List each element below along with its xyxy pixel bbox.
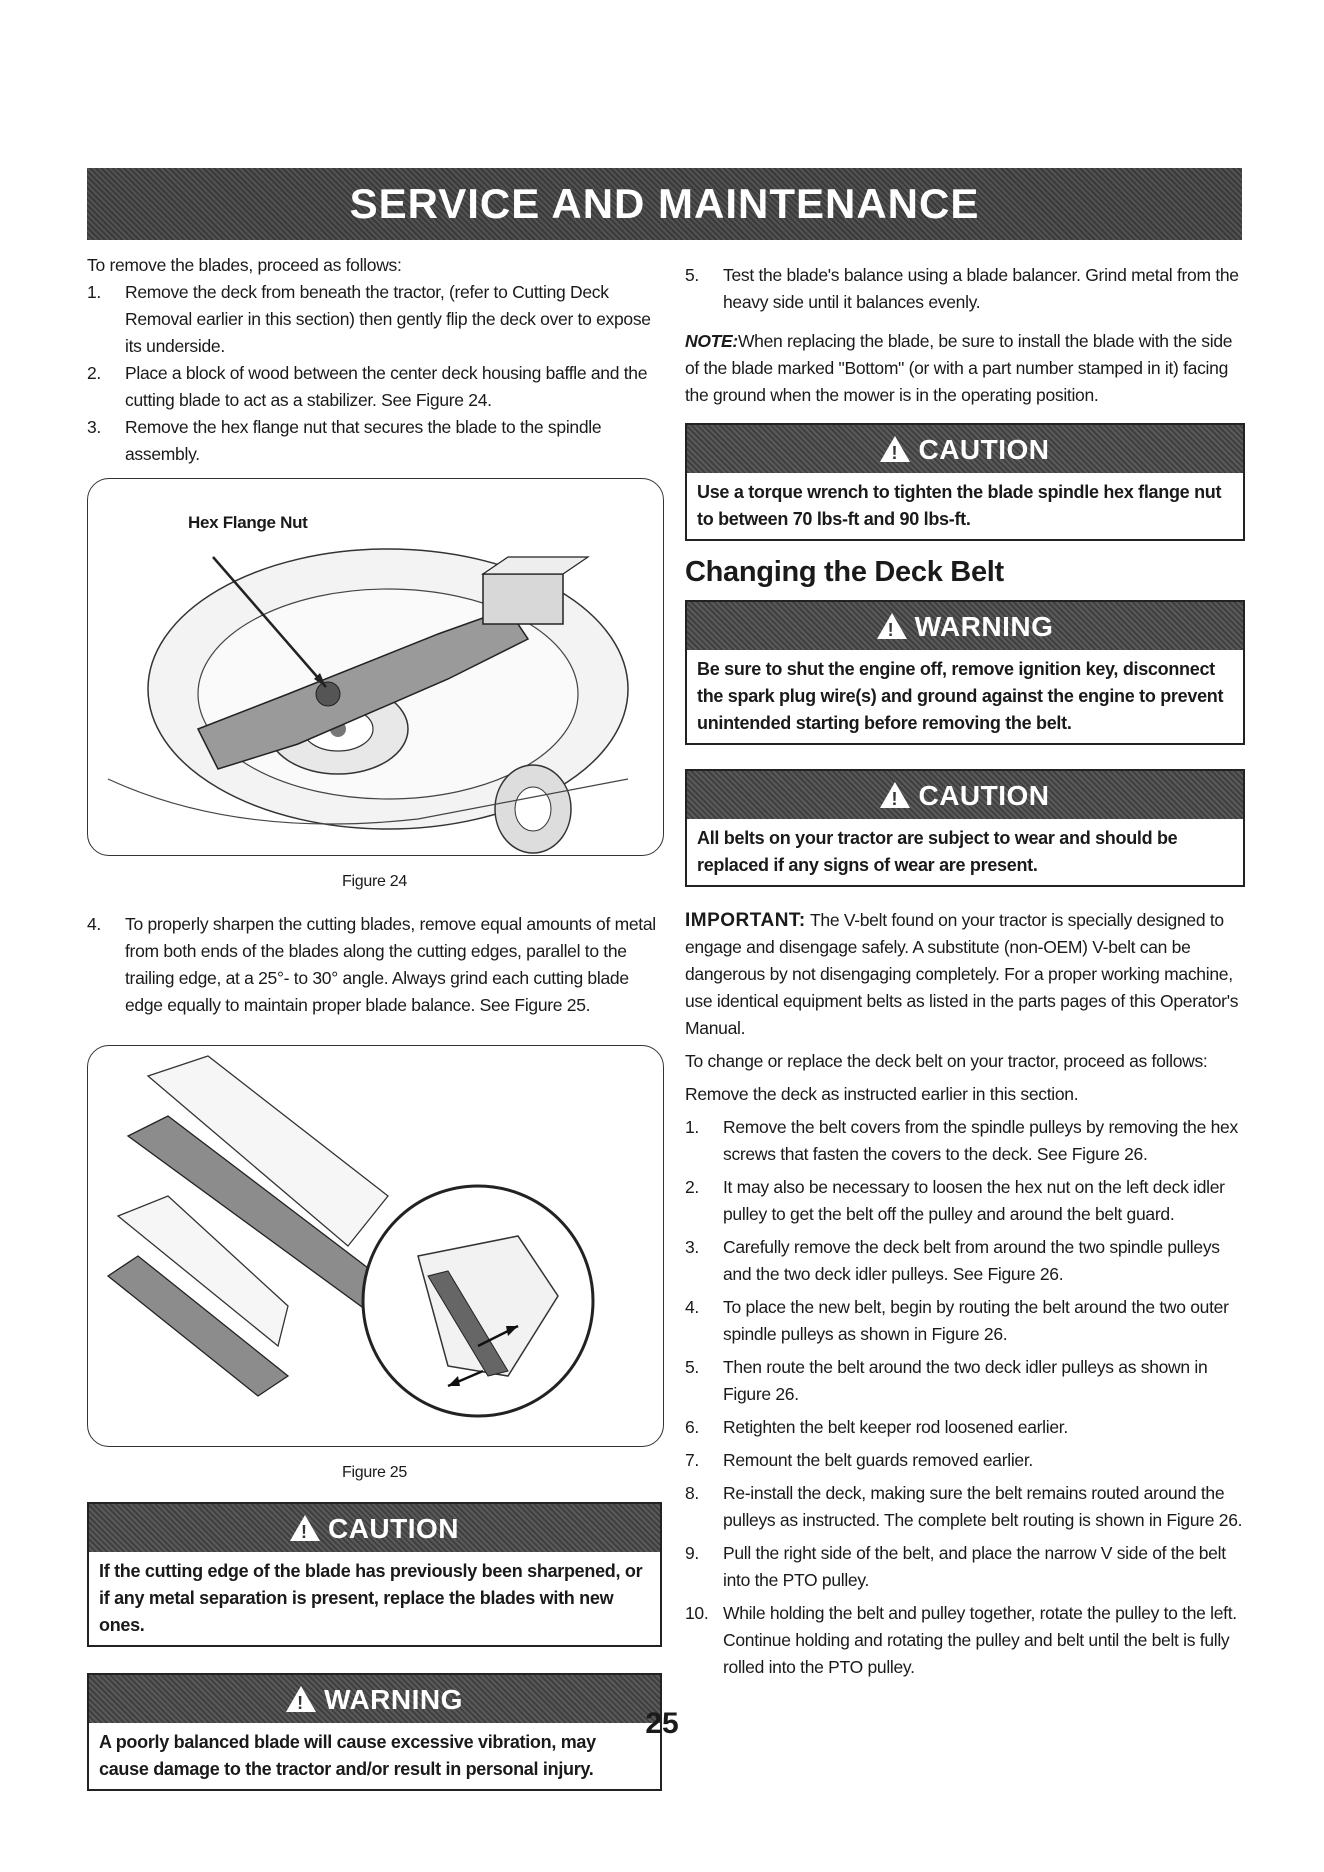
caution-title: CAUTION <box>918 779 1050 811</box>
step-number: 4. <box>685 1297 699 1317</box>
step-text: To properly sharpen the cutting blades, remove equal amounts of metal from both ends of the blades along the cutting edges, parallel to the trailing edge, at a 25°- to 30° angle. Always grind each cutting blade edge equally to maintain proper blade balance. See Figure 25. <box>125 914 656 1015</box>
step-number: 10. <box>685 1603 709 1623</box>
step-text: While holding the belt and pulley together, rotate the pulley to the left. Continue holding and rotating the pulley and belt until the belt is fully rolled into the PTO pulley. <box>723 1603 1237 1677</box>
list-item <box>685 1234 1245 1288</box>
step-text: To place the new belt, begin by routing the belt around the two outer spindle pulleys as shown in Figure 26. <box>723 1297 1229 1344</box>
important-text: The V-belt found on your tractor is specially designed to engage and disengage safely. A substitute (non-OEM) V-belt can be dangerous by not disengaging completely. For a proper working machine, use identical equipment belts as listed in the parts pages of this Operator's Manual. <box>685 910 1239 1038</box>
caution-header <box>687 771 1243 819</box>
note-label: NOTE: <box>685 331 738 351</box>
step-text: Remove the belt covers from the spindle pulleys by removing the hex screws that fasten the covers to the deck. See Figure 26. <box>723 1117 1238 1164</box>
step-number: 1. <box>87 282 101 302</box>
warning-text: Be sure to shut the engine off, remove ignition key, disconnect the spark plug wire(s) and ground against the engine to prevent unintended starting before removing the belt. <box>697 659 1224 733</box>
blade-removal-steps <box>87 279 662 468</box>
caution-text: Use a torque wrench to tighten the blade spindle hex flange nut to between 70 lbs-ft and 90 lbs-ft. <box>697 482 1222 529</box>
page-number: 25 <box>645 1707 679 1740</box>
step-number: 7. <box>685 1450 699 1470</box>
warning-title: WARNING <box>324 1683 463 1715</box>
list-item <box>87 414 662 468</box>
figure-24-caption: Figure 24 <box>342 873 407 890</box>
step-text: Retighten the belt keeper rod loosened earlier. <box>723 1417 1068 1437</box>
step-text: Re-install the deck, making sure the belt remains routed around the pulleys as instructed. The complete belt routing is shown in Figure 26. <box>723 1483 1243 1530</box>
list-item <box>685 1294 1245 1348</box>
section-heading: Changing the Deck Belt <box>685 556 1004 588</box>
list-item <box>685 1447 1245 1474</box>
caution-box-blade-sharpening <box>87 1502 662 1647</box>
list-item <box>685 1480 1245 1534</box>
caution-title: CAUTION <box>327 1512 460 1544</box>
warning-text: A poorly balanced blade will cause excessive vibration, may cause damage to the tractor and/or result in personal injury. <box>99 1732 596 1779</box>
list-item <box>685 1600 1245 1681</box>
step-text: Pull the right side of the belt, and place the narrow V side of the belt into the PTO pulley. <box>723 1543 1226 1590</box>
step-text: It may also be necessary to loosen the hex nut on the left deck idler pulley to get the belt off the pulley and around the belt guard. <box>723 1177 1225 1224</box>
step-number: 3. <box>685 1237 699 1257</box>
warning-triangle-icon <box>290 1515 320 1541</box>
step-number: 2. <box>685 1177 699 1197</box>
caution-text: If the cutting edge of the blade has previously been sharpened, or if any metal separation is present, replace the blades with new ones. <box>99 1561 643 1635</box>
list-item <box>685 1540 1245 1594</box>
step-number: 9. <box>685 1543 699 1563</box>
warning-header <box>687 602 1243 650</box>
step-number: 6. <box>685 1417 699 1437</box>
warning-triangle-icon <box>880 436 910 462</box>
warning-box-deck-belt <box>685 600 1245 745</box>
deck-removal-note: Remove the deck as instructed earlier in this section. <box>685 1084 1079 1104</box>
step-text: Then route the belt around the two deck idler pulleys as shown in Figure 26. <box>723 1357 1208 1404</box>
step-text: Test the blade's balance using a blade balancer. Grind metal from the heavy side until it balances evenly. <box>723 265 1239 312</box>
list-item <box>685 1414 1245 1441</box>
warning-triangle-icon <box>877 613 907 639</box>
step-text: Remove the hex flange nut that secures the blade to the spindle assembly. <box>125 417 602 464</box>
step-number: 8. <box>685 1483 699 1503</box>
note-text: When replacing the blade, be sure to install the blade with the side of the blade marked "Bottom" (or with a part number stamped in it) facing the ground when the mower is in the operating position. <box>685 331 1233 405</box>
deck-underside-illustration <box>88 479 663 855</box>
important-label: IMPORTANT: <box>685 910 806 931</box>
caution-header <box>89 1504 660 1552</box>
list-item <box>87 911 662 1019</box>
section-header-banner <box>87 168 1242 240</box>
intro-text: To remove the blades, proceed as follows: <box>87 255 402 275</box>
caution-text: All belts on your tractor are subject to wear and should be replaced if any signs of wear are present. <box>697 828 1178 875</box>
caution-box-belt-wear <box>685 769 1245 887</box>
caution-title: CAUTION <box>918 433 1050 465</box>
right-column <box>685 262 1245 1687</box>
note-paragraph <box>685 328 1245 409</box>
step-number: 1. <box>685 1117 699 1137</box>
step-number: 3. <box>87 417 101 437</box>
important-paragraph <box>685 907 1245 1042</box>
step-text: Remount the belt guards removed earlier. <box>723 1450 1033 1470</box>
step-text: Place a block of wood between the center deck housing baffle and the cutting blade to act as a stabilizer. See Figure 24. <box>125 363 648 410</box>
step-number: 4. <box>87 914 101 934</box>
section-title: SERVICE AND MAINTENANCE <box>349 180 980 227</box>
hex-flange-nut-callout: Hex Flange Nut <box>188 513 308 532</box>
caution-box-torque <box>685 423 1245 541</box>
list-item <box>685 1114 1245 1168</box>
deck-belt-steps <box>685 1114 1245 1681</box>
deck-belt-intro: To change or replace the deck belt on your tractor, proceed as follows: <box>685 1051 1208 1071</box>
figure-24 <box>87 478 664 856</box>
figure-25 <box>87 1045 664 1447</box>
step-number: 2. <box>87 363 101 383</box>
step-number: 5. <box>685 1357 699 1377</box>
step-text: Remove the deck from beneath the tractor, (refer to Cutting Deck Removal earlier in this section) then gently flip the deck over to expose its underside. <box>125 282 651 356</box>
list-item <box>685 1174 1245 1228</box>
list-item <box>685 262 1245 316</box>
figure-25-caption: Figure 25 <box>342 1464 407 1481</box>
list-item <box>87 279 662 360</box>
blade-sharpening-illustration <box>88 1046 663 1446</box>
warning-title: WARNING <box>914 610 1054 642</box>
step-number: 5. <box>685 265 699 285</box>
list-item <box>87 360 662 414</box>
caution-header <box>687 425 1243 473</box>
list-item <box>685 1354 1245 1408</box>
step-text: Carefully remove the deck belt from around the two spindle pulleys and the two deck idler pulleys. See Figure 26. <box>723 1237 1220 1284</box>
warning-triangle-icon <box>880 782 910 808</box>
left-column <box>87 252 662 1791</box>
